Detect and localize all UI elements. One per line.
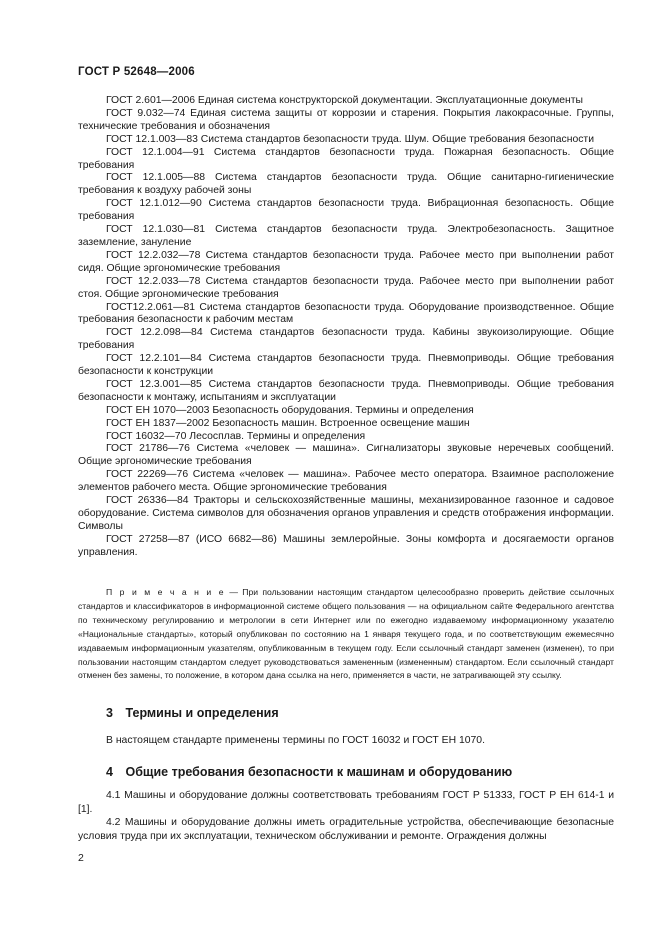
reference-item: ГОСТ 22269—76 Система «человек — машина». Рабочее место оператора. Взаимное расположение элементов рабочего места. Общие эргономические требования — [78, 469, 614, 494]
reference-item: ГОСТ 12.2.032—78 Система стандартов безопасности труда. Рабочее место при выполнении работ сидя. Общие эргономические требования — [78, 249, 614, 274]
reference-item: ГОСТ 12.1.003—83 Система стандартов безопасности труда. Шум. Общие требования безопасности — [106, 133, 594, 145]
standard-code-header: ГОСТ Р 52648—2006 — [78, 66, 195, 78]
reference-item: ГОСТ ЕН 1070—2003 Безопасность оборудования. Термины и определения — [106, 404, 474, 416]
reference-item: ГОСТ 27258—87 (ИСО 6682—86) Машины землеройные. Зоны комфорта и досягаемости органов управления. — [78, 533, 614, 558]
reference-item: ГОСТ 12.2.098—84 Система стандартов безопасности труда. Кабины звукоизолирующие. Общие требования — [78, 327, 614, 352]
page-number: 2 — [78, 852, 84, 864]
reference-item: ГОСТ 12.1.004—91 Система стандартов безопасности труда. Пожарная безопасность. Общие требования — [78, 146, 614, 171]
section-4-heading — [106, 765, 512, 779]
reference-item: ГОСТ 12.2.101—84 Система стандартов безопасности труда. Пневмоприводы. Общие требования безопасности к конструкции — [78, 353, 614, 378]
reference-item: ГОСТ ЕН 1837—2002 Безопасность машин. Встроенное освещение машин — [106, 417, 470, 429]
reference-item: ГОСТ 26336—84 Тракторы и сельскохозяйственные машины, механизированное газонное и садовое оборудование. Система символов для обозначения органов управления и средств отображения информации. Символы — [78, 495, 614, 532]
clause-4-1: 4.1 Машины и оборудование должны соответствовать требованиям ГОСТ Р 51333, ГОСТ Р ЕН 614-1 и [1]. — [78, 790, 614, 815]
reference-item: ГОСТ 12.1.030—81 Система стандартов безопасности труда. Электробезопасность. Защитное заземление, зануление — [78, 224, 614, 248]
section-3-number: 3 — [106, 706, 113, 720]
section-3-title: Термины и определения — [125, 706, 279, 720]
reference-item: ГОСТ 2.601—2006 Единая система конструкторской документации. Эксплуатационные документы — [106, 95, 584, 106]
section-4-number: 4 — [106, 765, 113, 779]
clause-4-2: 4.2 Машины и оборудование должны иметь оградительные устройства, обеспечивающие безопасные условия труда при их эксплуатации, техническом обслуживании и ремонте. Ограждения должны — [78, 817, 614, 842]
reference-item: ГОСТ 12.1.012—90 Система стандартов безопасности труда. Вибрационная безопасность. Общие требования — [78, 198, 614, 223]
reference-item: ГОСТ 12.2.033—78 Система стандартов безопасности труда. Рабочее место при выполнении работ стоя. Общие эргономические требования — [78, 275, 614, 300]
note-text: — При пользовании настоящим стандартом целесообразно проверить действие ссылочных стандартов и классификаторов в информационной системе общего пользования — на официальном сайте Федерального агентства по техническому регулированию и метрологии в сети Интернет или по ежегодно издаваемому информационному указателю «Национальные стандарты», который опубликован по состоянию на 1 января текущего года, и по соответствующим ежемесячно издаваемым информационным указателям, опубликованным в текущем году. Если ссылочный стандарт заменен (изменен), то при пользовании настоящим стандартом следует руководствоваться замененным (измененным) стандартом. Если ссылочный стандарт отменен без замены, то положение, в котором дана ссылка на него, применяется в части, не затрагивающей эту ссылку. — [78, 587, 615, 681]
reference-item: ГОСТ 12.3.001—85 Система стандартов безопасности труда. Пневмоприводы. Общие требования безопасности к монтажу, испытаниям и эксплуатации — [78, 378, 614, 403]
references-note — [78, 586, 614, 683]
reference-item: ГОСТ 16032—70 Лесосплав. Термины и определения — [106, 430, 366, 442]
section-3-text: В настоящем стандарте применены термины по ГОСТ 16032 и ГОСТ ЕН 1070. — [106, 735, 485, 746]
reference-item: ГОСТ12.2.061—81 Система стандартов безопасности труда. Оборудование производственное. Общие требования безопасности к рабочим местам — [78, 301, 614, 326]
reference-item: ГОСТ 12.1.005—88 Система стандартов безопасности труда. Общие санитарно-гигиенические требования к воздуху рабочей зоны — [78, 172, 614, 197]
reference-item: ГОСТ 9.032—74 Единая система защиты от коррозии и старения. Покрытия лакокрасочные. Группы, технические требования и обозначения — [78, 107, 614, 132]
section-3-heading — [106, 706, 279, 720]
section-4-title: Общие требования безопасности к машинам и оборудованию — [125, 765, 513, 779]
note-label: П р и м е ч а н и е — [106, 587, 226, 597]
reference-item: ГОСТ 21786—76 Система «человек — машина». Сигнализаторы звуковые неречевых сообщений. Общие эргономические требования — [78, 443, 614, 468]
normative-references-list — [78, 95, 614, 560]
